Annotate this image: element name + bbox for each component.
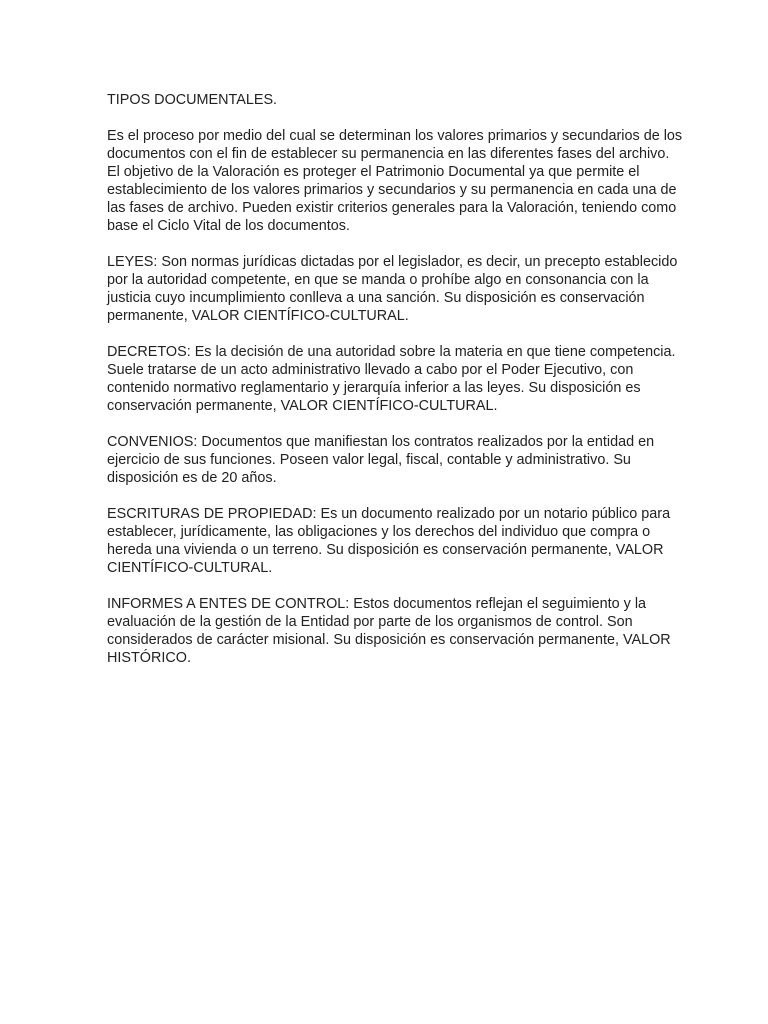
paragraph-leyes — [107, 253, 678, 325]
paragraph-decretos — [107, 343, 676, 415]
document-title: TIPOS DOCUMENTALES. — [107, 92, 278, 108]
text-line: Es el proceso por medio del cual se determinan los valores primarios y secundarios de los — [107, 128, 683, 144]
text-line: Suele tratarse de un acto administrativo llevado a cabo por el Poder Ejecutivo, con — [107, 362, 634, 378]
paragraph-escrituras — [107, 505, 671, 577]
text-line: conservación permanente, VALOR CIENTÍFICO-CULTURAL. — [107, 398, 498, 414]
text-line: LEYES: Son normas jurídicas dictadas por el legislador, es decir, un precepto establecido — [107, 254, 678, 270]
text-line: INFORMES A ENTES DE CONTROL: Estos documentos reflejan el seguimiento y la — [107, 596, 647, 612]
paragraph-convenios — [107, 433, 667, 487]
paragraph-valoracion — [107, 127, 683, 235]
text-line: documentos con el fin de establecer su permanencia en las diferentes fases del archivo. — [107, 146, 670, 162]
text-line: ejercicio de sus funciones. Poseen valor legal, fiscal, contable y administrativo. Su — [107, 452, 631, 468]
document-body — [107, 91, 683, 685]
text-line: base el Ciclo Vital de los documentos. — [107, 218, 350, 234]
text-line: disposición es de 20 años. — [107, 470, 277, 486]
text-line: las fases de archivo. Pueden existir criterios generales para la Valoración, teniendo como — [107, 200, 677, 216]
text-line: establecimiento de los valores primarios y secundarios y su permanencia en cada una de — [107, 182, 677, 198]
paragraph-informes — [107, 595, 671, 667]
text-line: CONVENIOS: Documentos que manifiestan los contratos realizados por la entidad en — [107, 434, 655, 450]
text-line: establecer, jurídicamente, las obligaciones y los derechos del individuo que compra o — [107, 524, 651, 540]
text-line: por la autoridad competente, en que se manda o prohíbe algo en consonancia con la — [107, 272, 649, 288]
text-line: hereda una vivienda o un terreno. Su disposición es conservación permanente, VALOR — [107, 542, 664, 558]
text-line: permanente, VALOR CIENTÍFICO-CULTURAL. — [107, 308, 409, 324]
text-line: considerados de carácter misional. Su disposición es conservación permanente, VALOR — [107, 632, 671, 648]
text-line: evaluación de la gestión de la Entidad por parte de los organismos de control. Son — [107, 614, 633, 630]
text-line: DECRETOS: Es la decisión de una autoridad sobre la materia en que tiene competencia. — [107, 344, 676, 360]
text-line: HISTÓRICO. — [107, 650, 191, 666]
text-line: ESCRITURAS DE PROPIEDAD: Es un documento realizado por un notario público para — [107, 506, 671, 522]
text-line: justicia cuyo incumplimiento conlleva a una sanción. Su disposición es conservación — [107, 290, 645, 306]
text-line: contenido normativo reglamentario y jerarquía inferior a las leyes. Su disposición es — [107, 380, 641, 396]
text-line: El objetivo de la Valoración es proteger el Patrimonio Documental ya que permite el — [107, 164, 640, 180]
text-line: CIENTÍFICO-CULTURAL. — [107, 560, 273, 576]
